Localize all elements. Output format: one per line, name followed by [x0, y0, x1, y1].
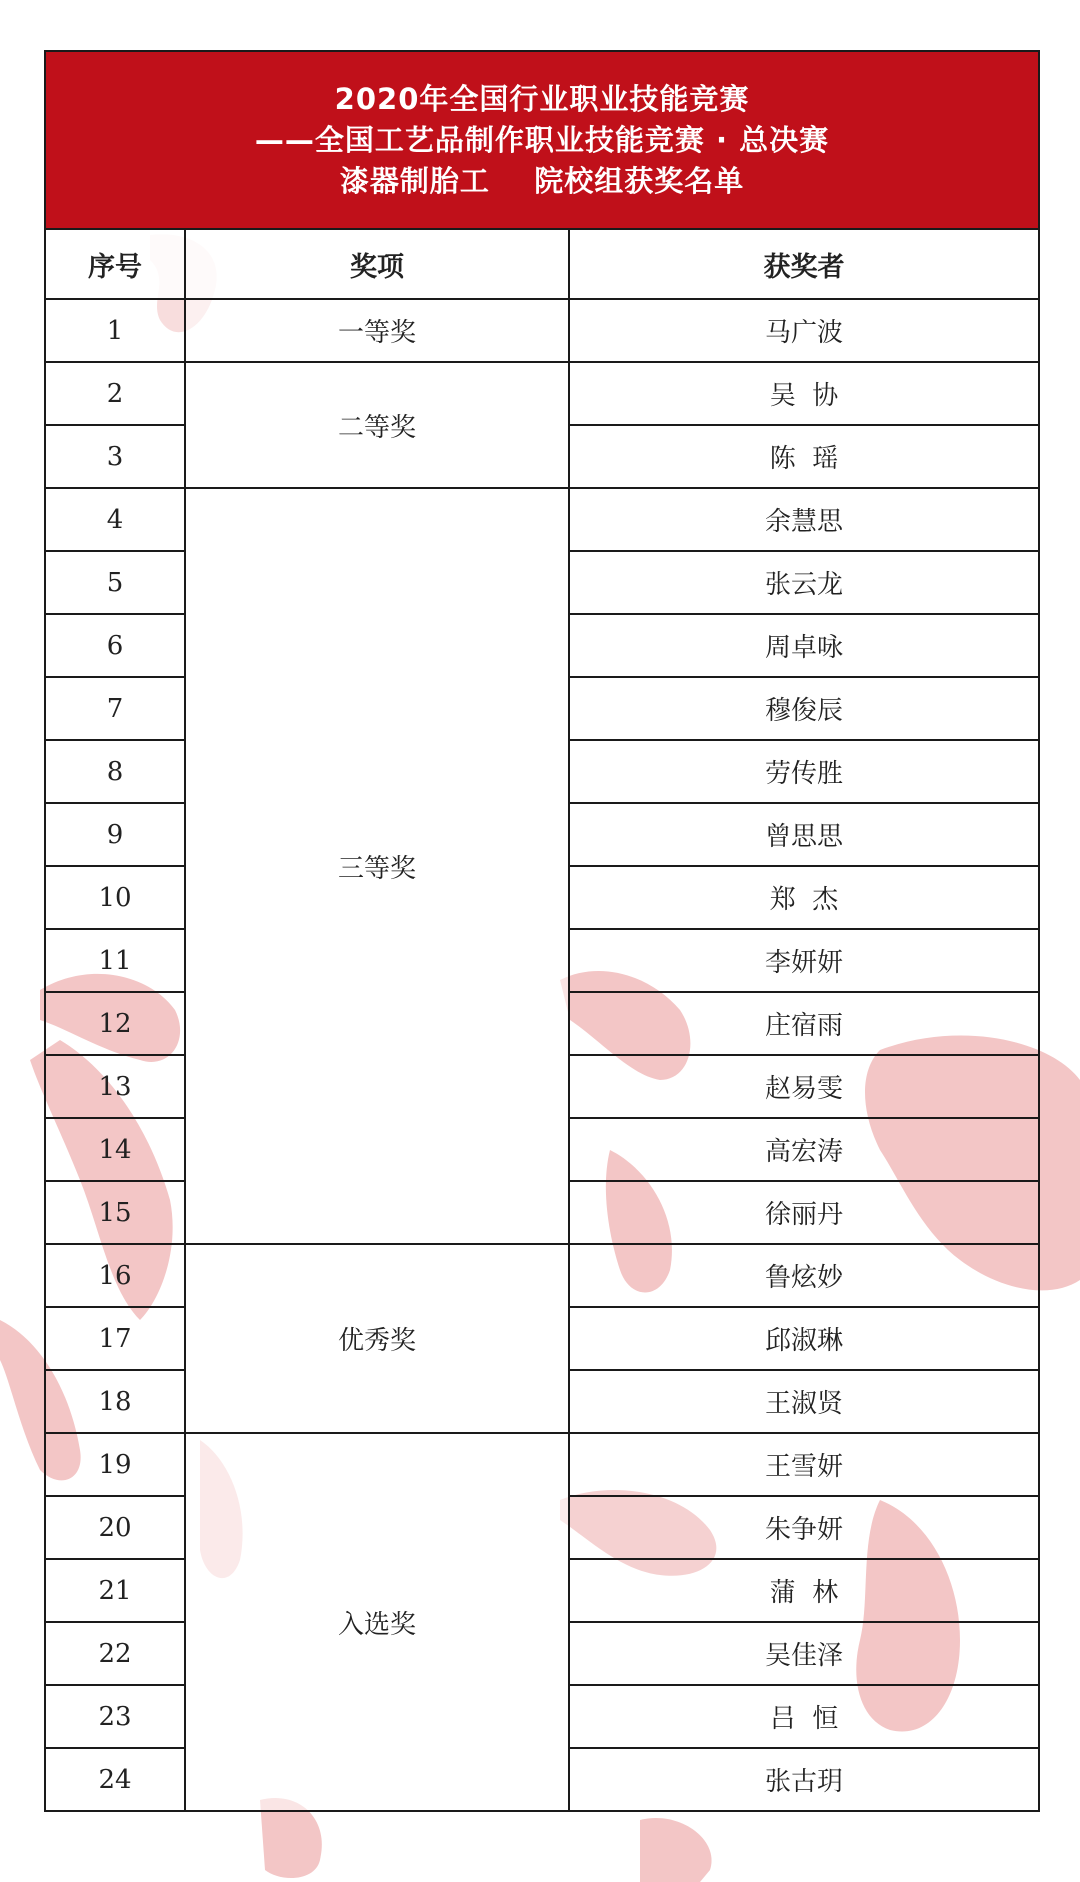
- winner-name: 徐丽丹: [569, 1181, 1039, 1244]
- award-third-prize: 三等奖: [185, 488, 569, 1244]
- serial-number: 14: [45, 1118, 185, 1181]
- table-row: [45, 362, 1039, 425]
- serial-number: 4: [45, 488, 185, 551]
- serial-number: 18: [45, 1370, 185, 1433]
- table-row: [45, 1244, 1039, 1307]
- serial-number: 10: [45, 866, 185, 929]
- title-line-1: 2020年全国行业职业技能竞赛: [334, 81, 750, 116]
- winner-name: 王淑贤: [569, 1370, 1039, 1433]
- winner-name: 高宏涛: [569, 1118, 1039, 1181]
- winner-name: 邱淑琳: [569, 1307, 1039, 1370]
- serial-number: 19: [45, 1433, 185, 1496]
- serial-number: 13: [45, 1055, 185, 1118]
- serial-number: 5: [45, 551, 185, 614]
- serial-number: 2: [45, 362, 185, 425]
- winner-name: 郑 杰: [569, 866, 1039, 929]
- winner-name: 穆俊辰: [569, 677, 1039, 740]
- winner-name: 吴 协: [569, 362, 1039, 425]
- serial-number: 22: [45, 1622, 185, 1685]
- winner-name: 赵易雯: [569, 1055, 1039, 1118]
- title-line-2: ——全国工艺品制作职业技能竞赛 · 总决赛: [254, 122, 830, 157]
- winner-name: 曾思思: [569, 803, 1039, 866]
- header-row: [45, 229, 1039, 299]
- winner-name: 劳传胜: [569, 740, 1039, 803]
- title-line-3: 漆器制胎工 院校组获奖名单: [339, 163, 745, 198]
- award-second-prize: 二等奖: [185, 362, 569, 488]
- serial-number: 12: [45, 992, 185, 1055]
- winner-name: 陈 瑶: [569, 425, 1039, 488]
- table-row: [45, 1433, 1039, 1496]
- serial-number: 24: [45, 1748, 185, 1811]
- winner-name: 王雪妍: [569, 1433, 1039, 1496]
- title-row: [45, 51, 1039, 229]
- table-row: [45, 488, 1039, 551]
- serial-number: 21: [45, 1559, 185, 1622]
- award-selection-prize: 入选奖: [185, 1433, 569, 1811]
- award-list-table: [44, 50, 1040, 1812]
- serial-number: 20: [45, 1496, 185, 1559]
- winner-name: 张云龙: [569, 551, 1039, 614]
- serial-number: 23: [45, 1685, 185, 1748]
- serial-number: 15: [45, 1181, 185, 1244]
- winner-name: 朱争妍: [569, 1496, 1039, 1559]
- winner-name: 鲁炫妙: [569, 1244, 1039, 1307]
- serial-number: 6: [45, 614, 185, 677]
- winner-name: 周卓咏: [569, 614, 1039, 677]
- serial-number: 3: [45, 425, 185, 488]
- award-excellence-prize: 优秀奖: [185, 1244, 569, 1433]
- winner-name: 余慧思: [569, 488, 1039, 551]
- winner-name: 庄宿雨: [569, 992, 1039, 1055]
- serial-number: 9: [45, 803, 185, 866]
- header-serial-number: 序号: [45, 229, 185, 299]
- serial-number: 16: [45, 1244, 185, 1307]
- award-first-prize: 一等奖: [185, 299, 569, 362]
- winner-name: 吕 恒: [569, 1685, 1039, 1748]
- winner-name: 蒲 林: [569, 1559, 1039, 1622]
- serial-number: 17: [45, 1307, 185, 1370]
- serial-number: 11: [45, 929, 185, 992]
- winner-name: 吴佳泽: [569, 1622, 1039, 1685]
- table-title: [45, 51, 1039, 229]
- table-row: [45, 299, 1039, 362]
- winner-name: 李妍妍: [569, 929, 1039, 992]
- header-winner: 获奖者: [569, 229, 1039, 299]
- winner-name: 马广波: [569, 299, 1039, 362]
- winner-name: 张古玥: [569, 1748, 1039, 1811]
- header-award: 奖项: [185, 229, 569, 299]
- serial-number: 1: [45, 299, 185, 362]
- serial-number: 8: [45, 740, 185, 803]
- serial-number: 7: [45, 677, 185, 740]
